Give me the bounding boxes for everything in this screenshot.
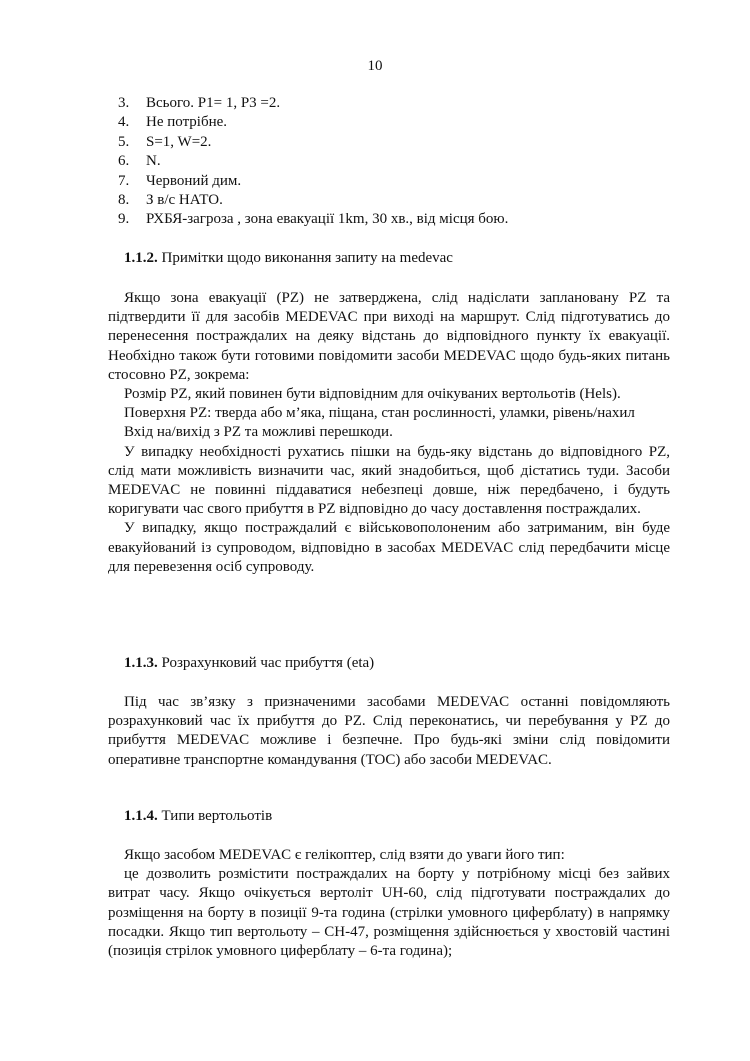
section-body-1-1-4 (108, 846, 670, 961)
page-number: 10 (367, 58, 383, 74)
list-item: 5. S=1, W=2. (118, 133, 212, 150)
paragraph: Під час зв’язку з призначеними засобами MEDEVAC останні повідомляють розрахунковий час їх прибуття до PZ. Слід переконатись, чи перебування у PZ до прибуття MEDEVAC можливе і безпечне. Про будь-які зміни слід повідомити оперативне транспортне командування (TOC) або засоби MEDEVAC. (108, 694, 670, 768)
section-body-1-1-3 (108, 693, 670, 770)
section-heading-1-1-4: 1.1.4. Типи вертольотів (124, 808, 273, 824)
section-heading-1-1-3: 1.1.3. Розрахунковий час прибуття (eta) (124, 655, 375, 671)
section-heading-1-1-2: 1.1.2. Примітки щодо виконання запиту на medevac (124, 250, 453, 266)
paragraph: У випадку, якщо постраждалий є військовополоненим або затриманим, він буде евакуйований із супроводом, відповідно в засобах MEDEVAC слід передбачити місце для перевезення осіб супроводу. (108, 520, 670, 575)
list-item: 3. Всього. P1= 1, P3 =2. (118, 95, 281, 111)
paragraph: Вхід на/вихід з PZ та можливі перешкоди. (124, 424, 393, 441)
paragraph: Поверхня PZ: тверда або м’яка, піщана, стан рослинності, уламки, рівень/нахил (124, 405, 635, 422)
list-item: 8. З в/с НАТО. (118, 192, 223, 209)
paragraph: це дозволить розмістити постраждалих на борту у потрібному місці без зайвих витрат часу. Якщо очікується вертоліт UH-60, слід підготувати постраждалих до розміщення на борту в позиції 9-та година (стрілки умовного циферблату) в напрямку посадки. Якщо тип вертольоту – CH-47, розміщення здійснюється у хвостовій частині (позиція стрілок умовного циферблату – 6-та година); (108, 866, 670, 960)
list-item: 9. РХБЯ-загроза , зона евакуації 1km, 30 хв., від місця бою. (118, 211, 509, 228)
list-item: 6. N. (118, 153, 161, 170)
section-body-1-1-2 (108, 289, 670, 577)
paragraph: У випадку необхідності рухатись пішки на будь-яку відстань до відповідного PZ, слід мати можливість визначити час, який знадобиться, щоб дістатись туди. Засоби MEDEVAC не повинні піддаватися небезпеці довше, ніж передбачено, і будуть коригувати час свого прибуття в PZ відповідно до часу доставлення постраждалих. (108, 443, 670, 518)
paragraph: Якщо зона евакуації (PZ) не затверджена, слід надіслати заплановану PZ та підтвердити її для засобів MEDEVAC при виході на маршрут. Слід підготуватись до перенесення постраждалих на деяку відстань до відповідного пункту їх евакуації. Необхідно також бути готовими повідомити засоби MEDEVAC щодо будь-яких питань стосовно PZ, зокрема: (108, 290, 670, 383)
paragraph: Якщо засобом MEDEVAC є гелікоптер, слід взяти до уваги його тип: (124, 847, 565, 863)
list-item: 7. Червоний дим. (118, 172, 242, 189)
numbered-list (118, 94, 508, 230)
paragraph: Розмір PZ, який повинен бути відповідним для очікуваних вертольотів (Hels). (124, 386, 621, 403)
list-item: 4. Не потрібне. (118, 114, 228, 131)
